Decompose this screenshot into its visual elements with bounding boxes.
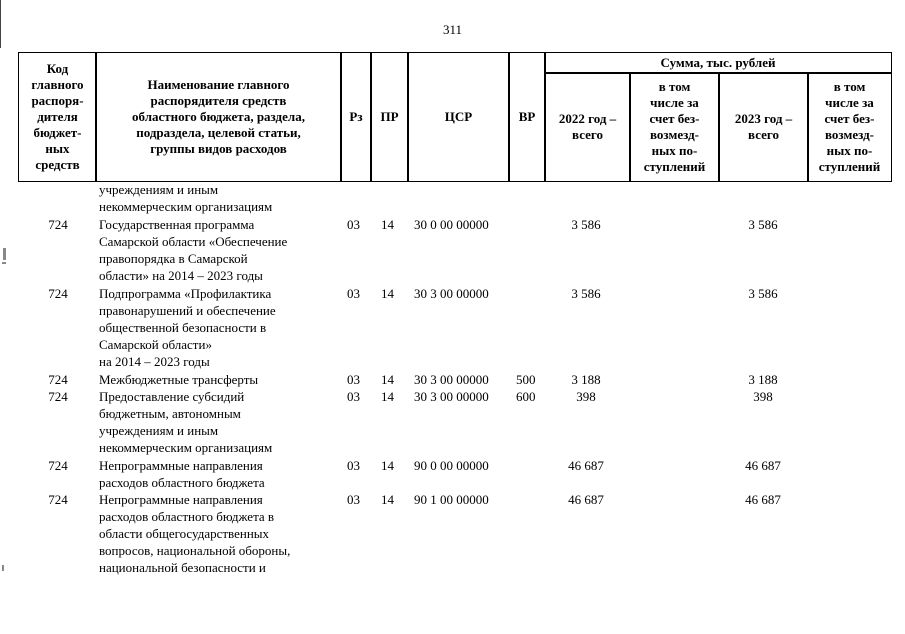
- header-csr: ЦСР: [444, 109, 473, 124]
- header-2022-grant: в том числе за счет без- возмезд- ных по- ступлений: [643, 79, 706, 174]
- page-edge-line: [0, 0, 1, 48]
- table-row-3-pr: 14: [381, 372, 394, 387]
- header-2023-grant: в том числе за счет без- возмезд- ных по- ступлений: [818, 79, 881, 174]
- table-row-5-name: Непрограммные направления расходов областного бюджета: [99, 458, 265, 490]
- table-row-2-s2023: 3 586: [748, 286, 778, 301]
- table-row-6-csr: 90 1 00 00000: [414, 492, 489, 507]
- table-row-4-code: 724: [48, 389, 68, 404]
- scan-mark: [3, 248, 6, 260]
- table-row-1-pr: 14: [381, 217, 394, 232]
- header-pr: ПР: [380, 109, 399, 124]
- table-row-5-csr: 90 0 00 00000: [414, 458, 489, 473]
- table-row-2-pr: 14: [381, 286, 394, 301]
- table-row-6-s2023: 46 687: [745, 492, 781, 507]
- table-row-2-code: 724: [48, 286, 68, 301]
- table-row-4-vr: 600: [516, 389, 536, 404]
- table-row-4-rz: 03: [347, 389, 360, 404]
- table-row-1-csr: 30 0 00 00000: [414, 217, 489, 232]
- table-row-4-s2022: 398: [576, 389, 596, 404]
- scan-mark: [2, 565, 4, 571]
- table-row-1-code: 724: [48, 217, 68, 232]
- header-2022-total: 2022 год – всего: [558, 111, 617, 142]
- table-row-6-code: 724: [48, 492, 68, 507]
- header-name: Наименование главного распорядителя средств областного бюджета, раздела, подраздела, целевой статьи, группы видов расходов: [132, 77, 305, 156]
- table-row-4-name: Предоставление субсидий бюджетным, автономным учреждениям и иным некоммерческим организациям: [99, 389, 273, 455]
- table-row-4-csr: 30 3 00 00000: [414, 389, 489, 404]
- table-row-3-s2023: 3 188: [748, 372, 778, 387]
- header-rz: Рз: [349, 109, 363, 124]
- table-row-1-rz: 03: [347, 217, 360, 232]
- table-row-4-pr: 14: [381, 389, 394, 404]
- table-row-0-name: учреждениям и иным некоммерческим организациям: [99, 182, 273, 214]
- table-row-5-s2023: 46 687: [745, 458, 781, 473]
- table-row-6-name: Непрограммные направления расходов областного бюджета в области общегосударственных вопросов, национальной обороны, национальной безопасности и: [99, 492, 291, 575]
- table-row-2-name: Подпрограмма «Профилактика правонарушений и обеспечение общественной безопасности в Самарской области» на 2014 – 2023 годы: [99, 286, 276, 369]
- table-row-2-csr: 30 3 00 00000: [414, 286, 489, 301]
- table-row-1-s2023: 3 586: [748, 217, 778, 232]
- page-number: 311: [442, 22, 463, 37]
- table-row-6-s2022: 46 687: [568, 492, 604, 507]
- table-row-4-s2023: 398: [753, 389, 773, 404]
- table-row-3-csr: 30 3 00 00000: [414, 372, 489, 387]
- table-row-2-s2022: 3 586: [571, 286, 601, 301]
- table-row-3-vr: 500: [516, 372, 536, 387]
- header-2023-total: 2023 год – всего: [734, 111, 793, 142]
- table-row-3-name: Межбюджетные трансферты: [99, 372, 259, 387]
- table-row-6-rz: 03: [347, 492, 360, 507]
- table-row-1-name: Государственная программа Самарской области «Обеспечение правопорядка в Самарской области» на 2014 – 2023 годы: [99, 217, 288, 283]
- table-row-6-pr: 14: [381, 492, 394, 507]
- table-row-3-rz: 03: [347, 372, 360, 387]
- table-row-5-s2022: 46 687: [568, 458, 604, 473]
- table-row-5-code: 724: [48, 458, 68, 473]
- header-code: Код главного распоря- дителя бюджет- ных средств: [31, 61, 84, 172]
- table-row-1-s2022: 3 586: [571, 217, 601, 232]
- scan-mark: [2, 262, 6, 264]
- table-row-5-rz: 03: [347, 458, 360, 473]
- table-row-3-code: 724: [48, 372, 68, 387]
- table-row-5-pr: 14: [381, 458, 394, 473]
- table-row-2-rz: 03: [347, 286, 360, 301]
- header-vr: ВР: [518, 109, 536, 124]
- header-sum: Сумма, тыс. рублей: [660, 55, 776, 70]
- table-row-3-s2022: 3 188: [571, 372, 601, 387]
